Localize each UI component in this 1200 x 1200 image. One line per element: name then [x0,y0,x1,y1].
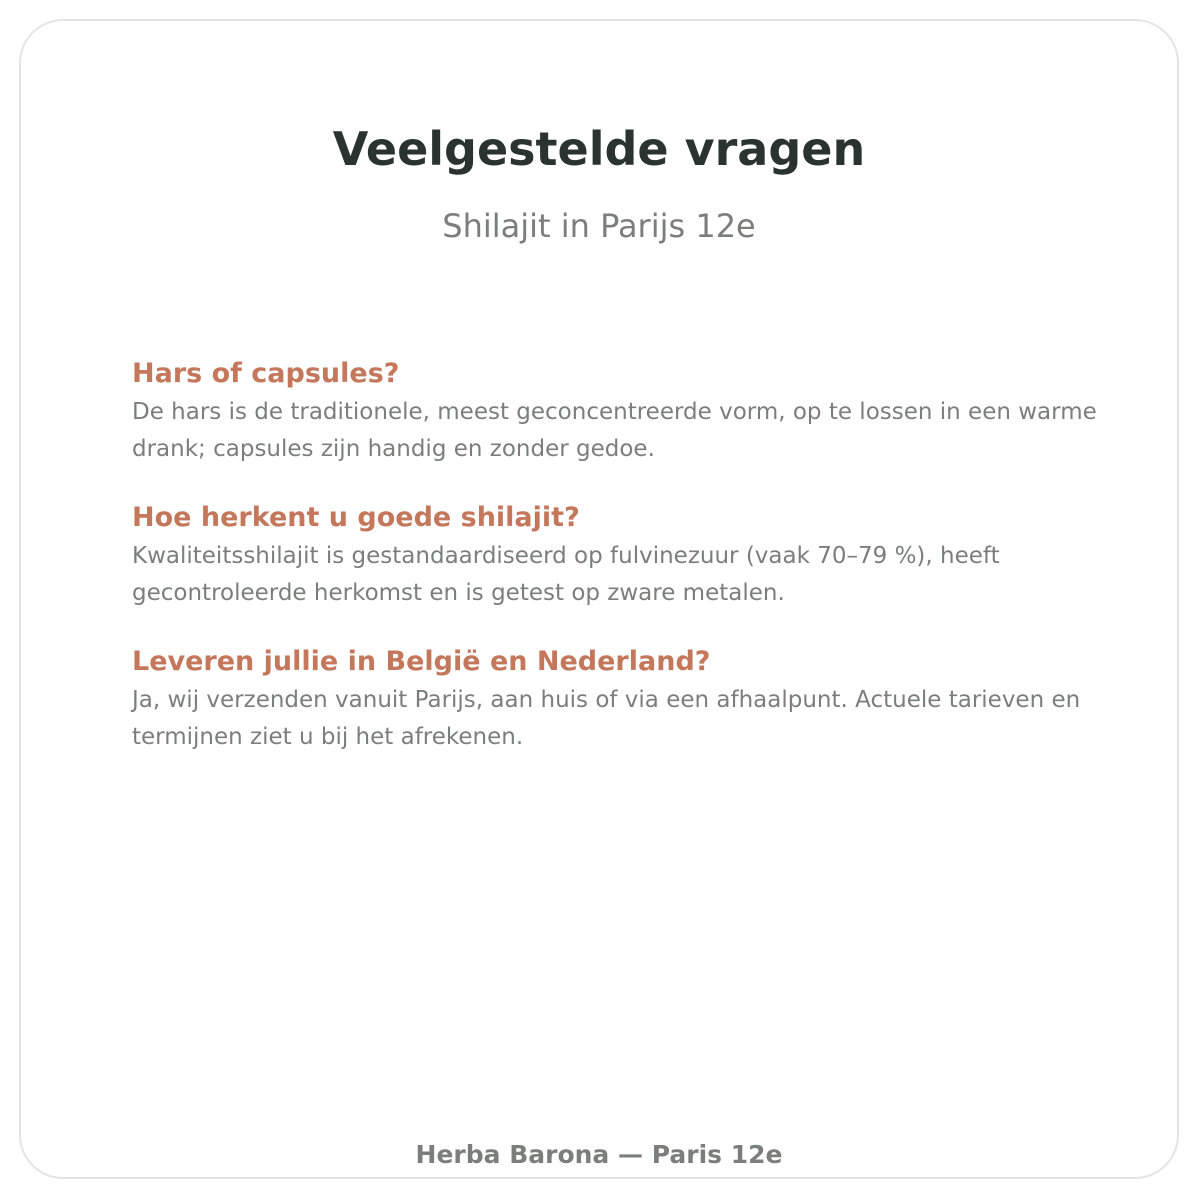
faq-item [132,354,1132,468]
faq-answer: Kwaliteitsshilajit is gestandaardiseerd op fulvinezuur (vaak 70–79 %), heeft gecontroleerde herkomst en is getest op zware metalen. [132,543,1000,606]
faq-item [132,642,1132,756]
footer-brand: Herba Barona — Paris 12e [415,1140,783,1169]
faq-question: Hars of capsules? [132,358,400,389]
faq-card [19,19,1179,1179]
faq-item [132,498,1132,612]
faq-answer: Ja, wij verzenden vanuit Parijs, aan huis of via een afhaalpunt. Actuele tarieven en termijnen ziet u bij het afrekenen. [132,687,1081,750]
faq-list [132,354,1132,786]
page-title: Veelgestelde vragen [332,122,866,176]
faq-answer: De hars is de traditionele, meest geconcentreerde vorm, op te lossen in een warme drank; capsules zijn handig en zonder gedoe. [132,399,1097,462]
faq-question: Hoe herkent u goede shilajit? [132,502,580,533]
page-subtitle: Shilajit in Parijs 12e [442,207,756,245]
faq-question: Leveren jullie in België en Nederland? [132,646,711,677]
